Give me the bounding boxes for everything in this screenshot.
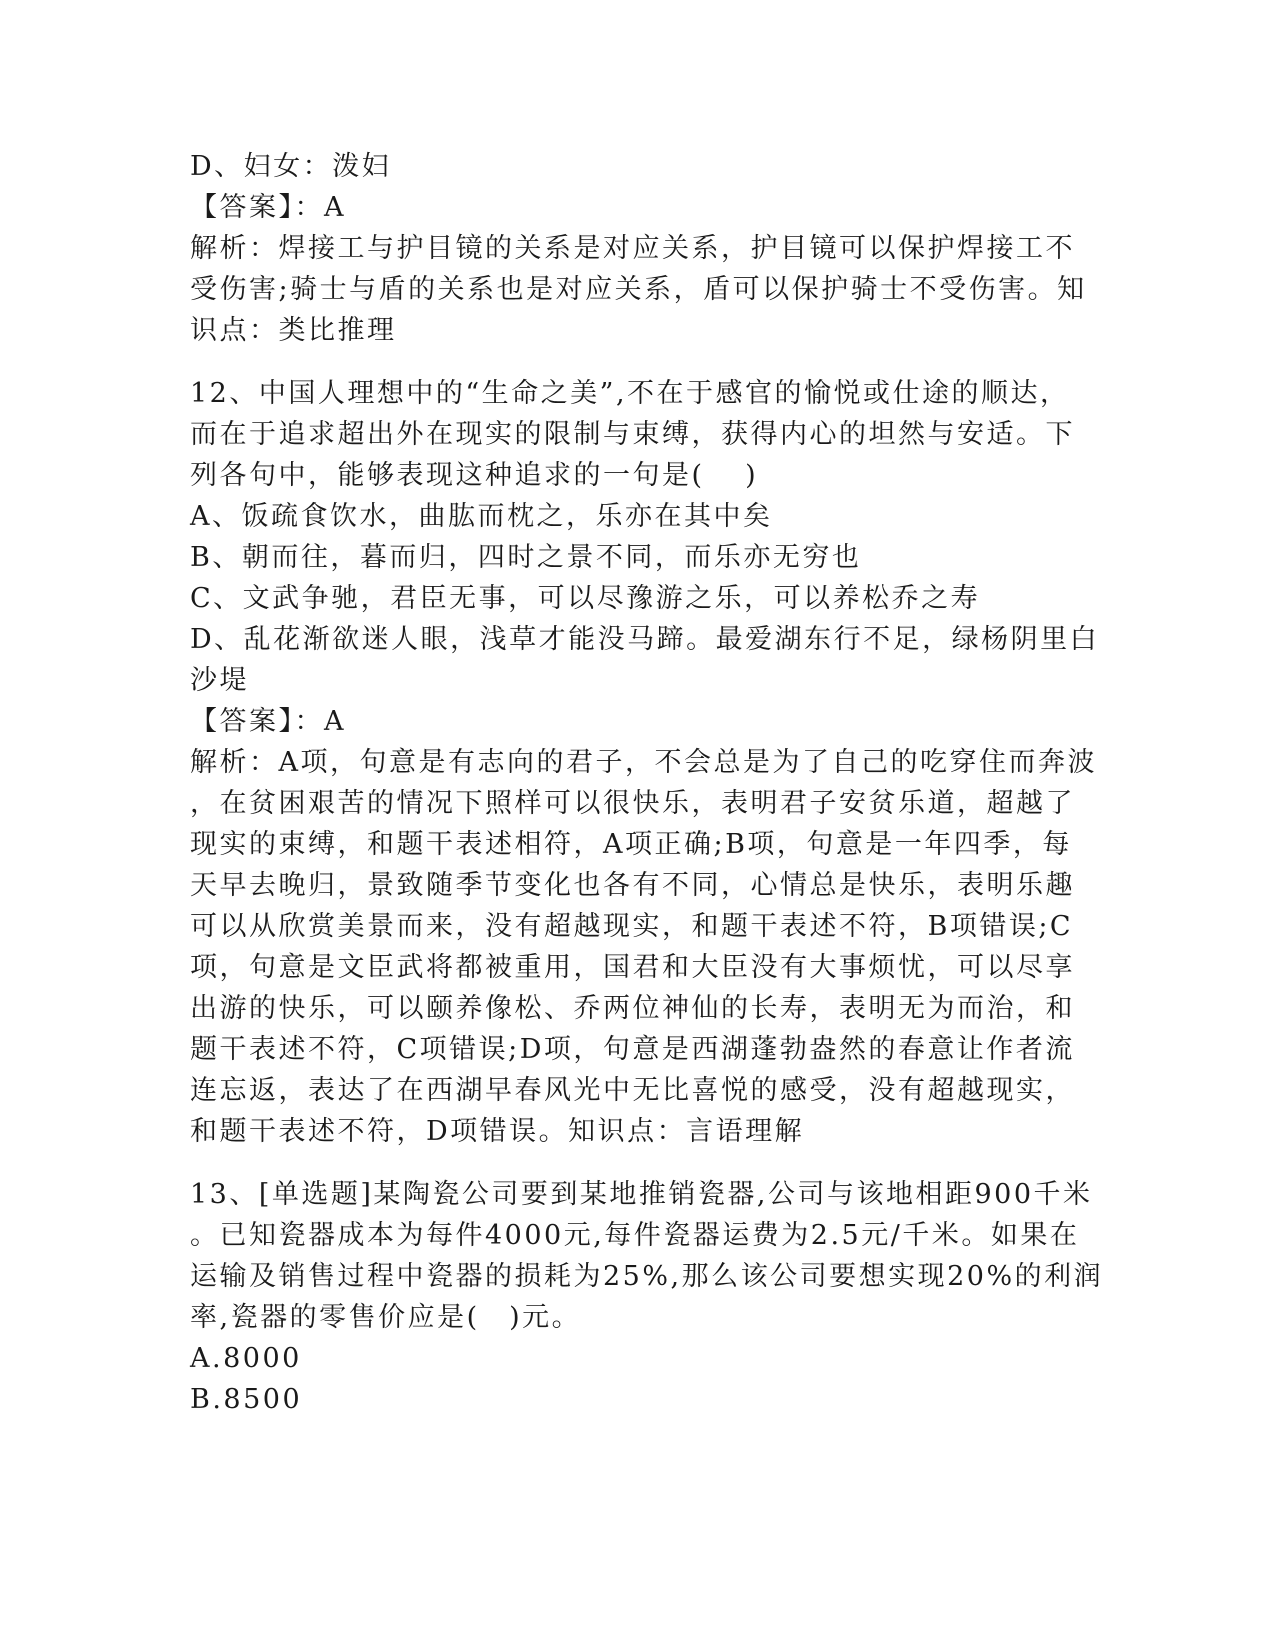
q12-analysis — [190, 742, 1097, 1152]
analysis-line: 识点：类比推理 — [190, 315, 397, 346]
q13-options — [190, 1338, 1090, 1420]
q12-answer: 【答案】：A — [190, 706, 346, 737]
stem-line: 。已知瓷器成本为每件4000元,每件瓷器运费为2.5元/千米。如果在 — [190, 1220, 1080, 1251]
option-a: A.8000 — [190, 1343, 302, 1374]
question-12 — [190, 373, 1100, 1152]
stem-line: 列各句中，能够表现这种追求的一句是( ) — [190, 460, 759, 491]
paragraph-gap — [190, 351, 1090, 373]
q11-option-d: D、妇女：泼妇 — [190, 151, 392, 182]
option-c: C、文武争驰，君臣无事，可以尽豫游之乐，可以养松乔之寿 — [190, 583, 981, 614]
stem-line: 13、[单选题]某陶瓷公司要到某地推销瓷器,公司与该地相距900千米 — [190, 1179, 1093, 1210]
question-11 — [190, 146, 1090, 351]
paragraph-gap — [190, 1152, 1090, 1174]
analysis-line: 解析：A项，句意是有志向的君子，不会总是为了自己的吃穿住而奔波 — [190, 747, 1097, 778]
stem-line: 而在于追求超出外在现实的限制与束缚，获得内心的坦然与安适。下 — [190, 419, 1075, 450]
q11-analysis — [190, 228, 1090, 351]
stem-line: 率,瓷器的零售价应是( )元。 — [190, 1302, 582, 1333]
q12-stem — [190, 373, 1090, 496]
analysis-line: 现实的束缚，和题干表述相符，A项正确;B项，句意是一年四季，每 — [190, 829, 1072, 860]
analysis-line: 可以从欣赏美景而来，没有超越现实，和题干表述不符，B项错误;C — [190, 911, 1074, 942]
analysis-line: 受伤害;骑士与盾的关系也是对应关系，盾可以保护骑士不受伤害。知 — [190, 274, 1087, 305]
page-content — [190, 146, 1104, 1420]
stem-line: 12、中国人理想中的“生命之美”,不在于感官的愉悦或仕途的顺达， — [190, 378, 1070, 409]
analysis-line: 题干表述不符，C项错误;D项，句意是西湖蓬勃盎然的春意让作者流 — [190, 1034, 1075, 1065]
option-b: B、朝而往，暮而归，四时之景不同，而乐亦无穷也 — [190, 542, 862, 573]
question-13 — [190, 1174, 1104, 1420]
analysis-line: 天早去晚归，景致随季节变化也各有不同，心情总是快乐，表明乐趣 — [190, 870, 1075, 901]
q12-options — [190, 496, 1100, 701]
option-d: D、乱花渐欲迷人眼，浅草才能没马蹄。最爱湖东行不足，绿杨阴里白 — [190, 624, 1100, 655]
option-a: A、饭疏食饮水，曲肱而枕之，乐亦在其中矣 — [190, 501, 773, 532]
analysis-line: 出游的快乐，可以颐养像松、乔两位神仙的长寿，表明无为而治，和 — [190, 993, 1075, 1024]
analysis-line: 连忘返，表达了在西湖早春风光中无比喜悦的感受，没有超越现实， — [190, 1075, 1075, 1106]
analysis-line: ，在贫困艰苦的情况下照样可以很快乐，表明君子安贫乐道，超越了 — [190, 788, 1075, 819]
analysis-line: 和题干表述不符，D项错误。知识点：言语理解 — [190, 1116, 805, 1147]
analysis-line: 解析：焊接工与护目镜的关系是对应关系，护目镜可以保护焊接工不 — [190, 233, 1075, 264]
q13-stem — [190, 1174, 1104, 1338]
option-b: B.8500 — [190, 1384, 303, 1415]
q11-answer: 【答案】：A — [190, 192, 346, 223]
stem-line: 运输及销售过程中瓷器的损耗为25%,那么该公司要想实现20%的利润 — [190, 1261, 1104, 1292]
analysis-line: 项，句意是文臣武将都被重用，国君和大臣没有大事烦忧，可以尽享 — [190, 952, 1075, 983]
option-d-continued: 沙堤 — [190, 665, 249, 696]
